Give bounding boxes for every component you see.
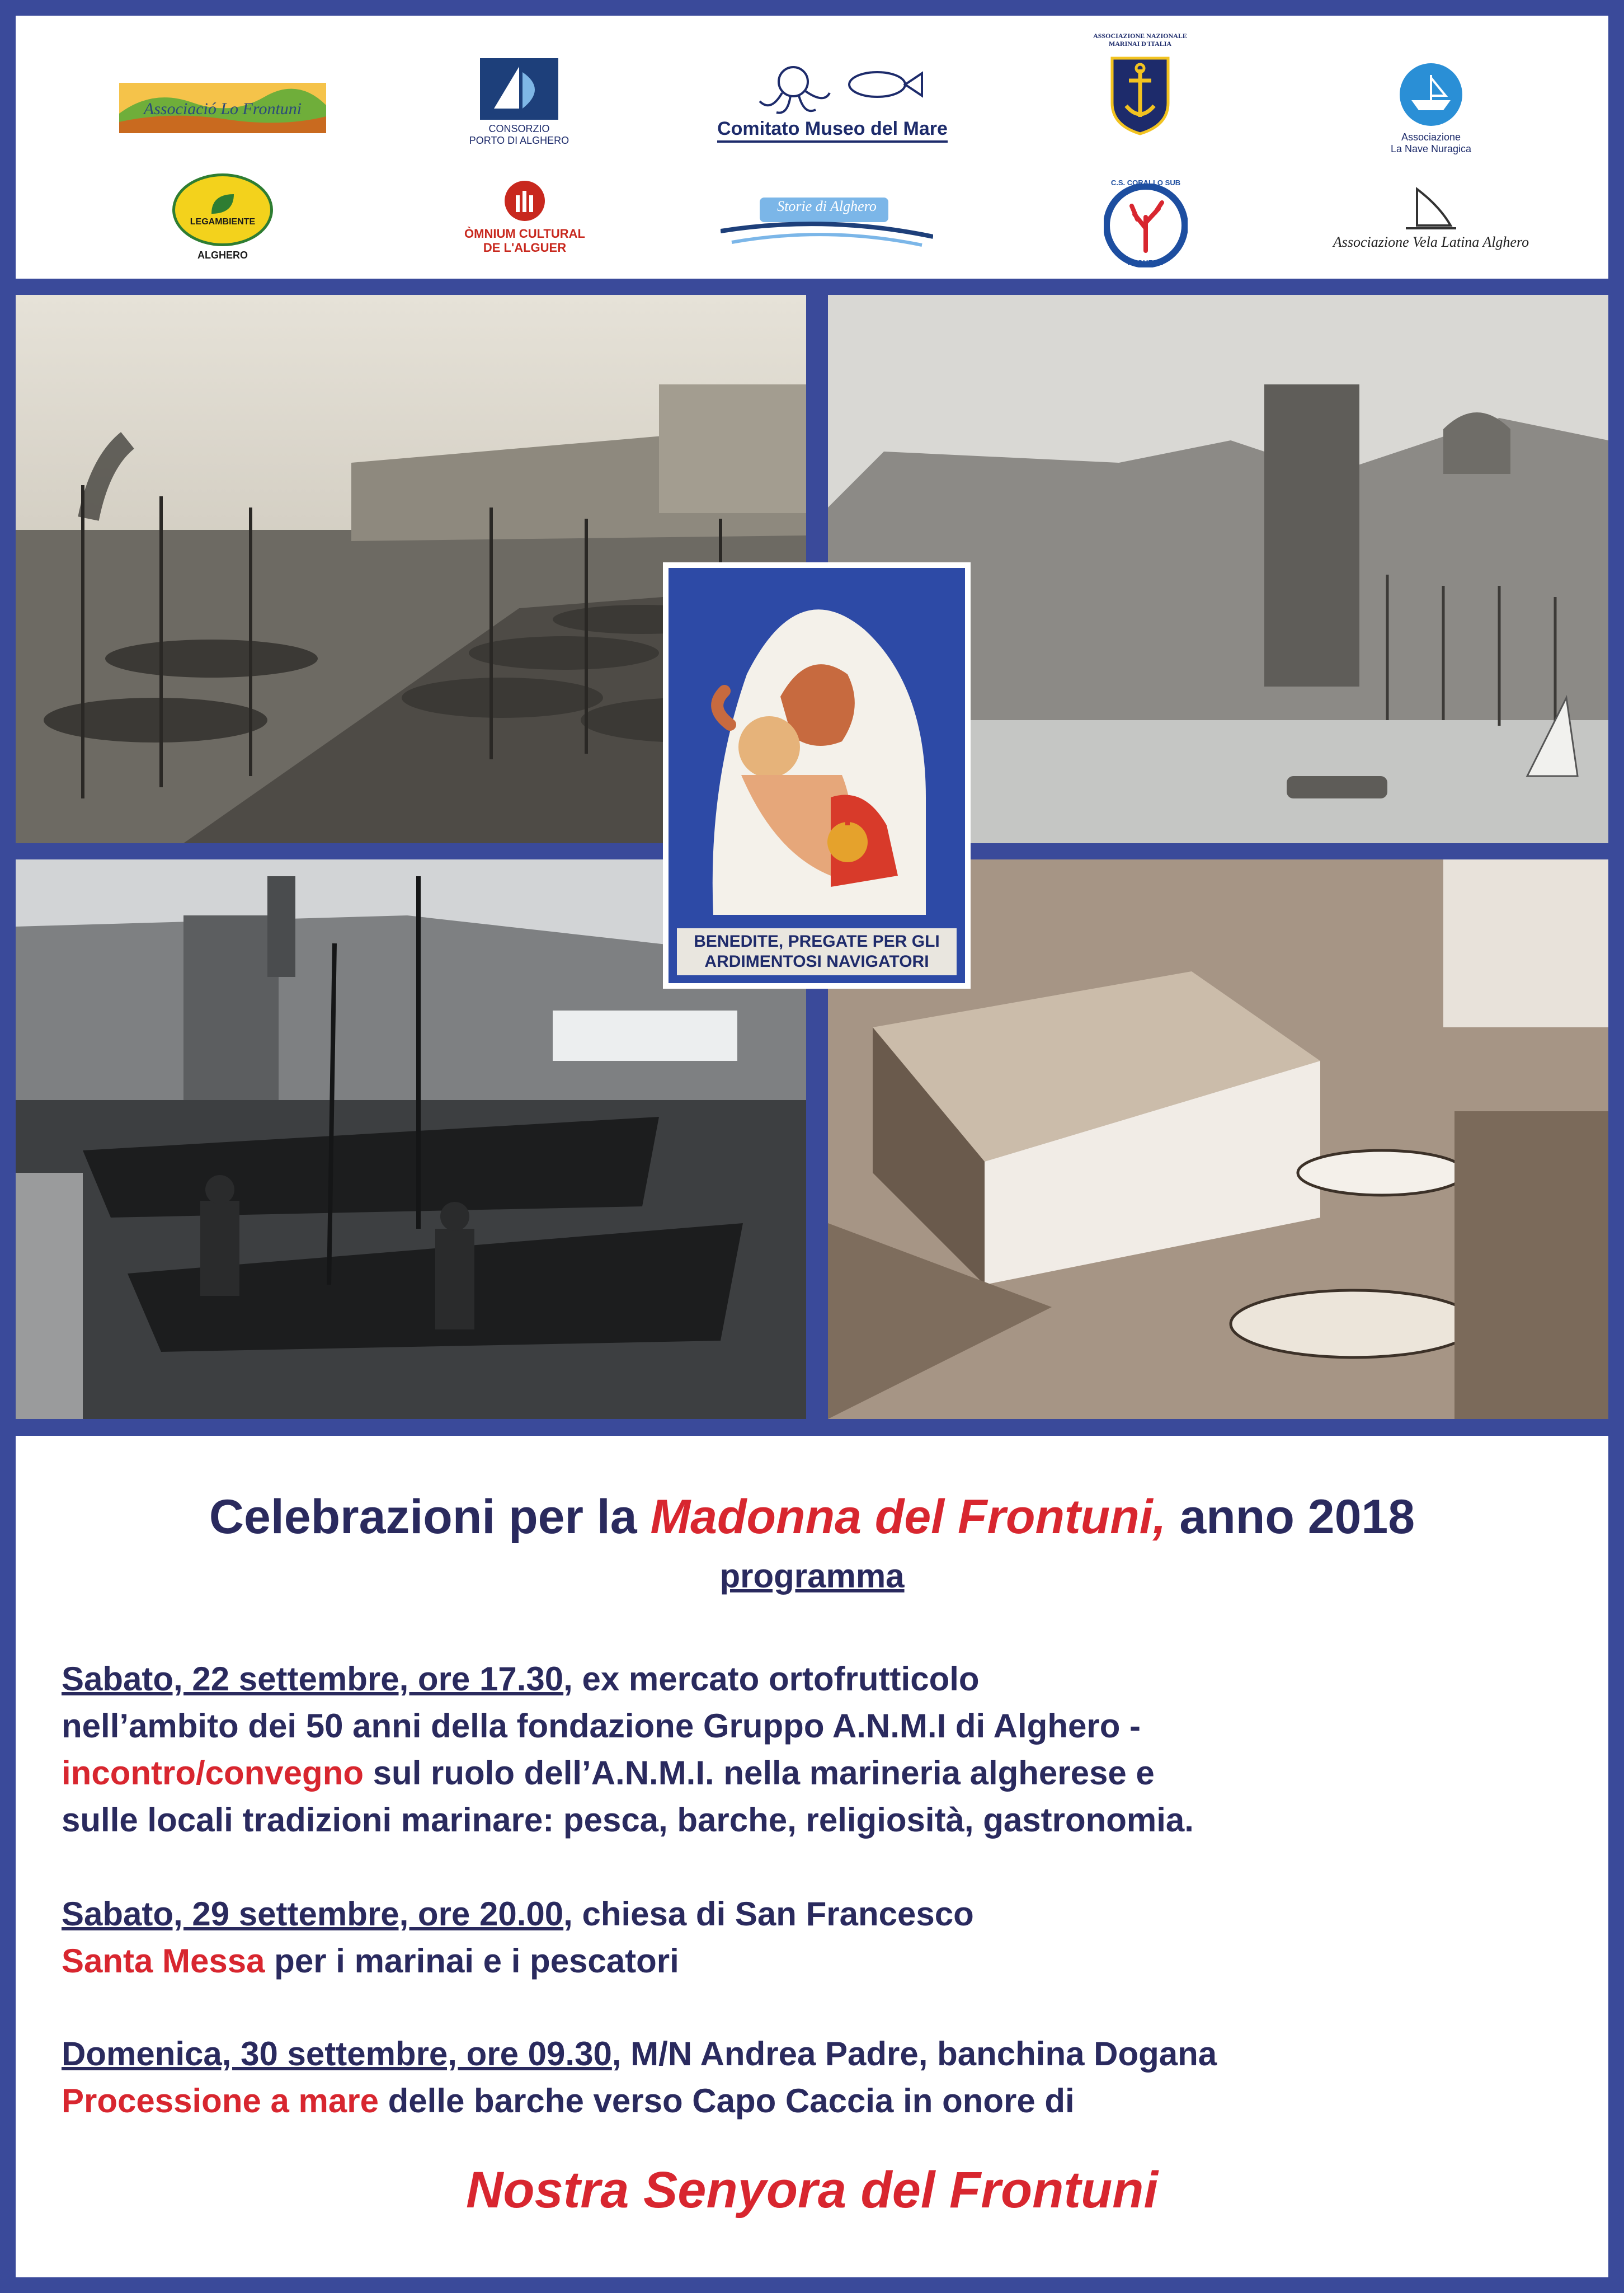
event-3-date-line — [62, 2034, 1217, 2073]
legambiente-logo — [150, 167, 295, 267]
title-suffix: anno 2018 — [1166, 1490, 1415, 1544]
sail-icon — [1400, 184, 1462, 234]
subtitle-text: programma — [719, 1557, 905, 1595]
corallo-city: ALGHERO — [1127, 259, 1164, 267]
anchor-shield-icon — [1107, 53, 1174, 137]
program-panel — [16, 1436, 1608, 2277]
ship-icon — [1397, 61, 1465, 128]
vela-text: Associazione Vela Latina Alghero — [1333, 234, 1529, 250]
event-3-line-2 — [62, 2081, 1075, 2120]
lo-frontuni-logo — [111, 77, 335, 139]
event-3-place: , M/N Andrea Padre, banchina Dogana — [611, 2035, 1217, 2073]
consorzio-logo — [452, 55, 586, 150]
icon-caption — [677, 928, 957, 975]
event-1-place: , ex mercato ortofrutticolo — [563, 1660, 980, 1698]
omnium-text: ÒMNIUM CULTURAL DE L'ALGUER — [464, 226, 585, 255]
omnium-tower-icon — [503, 180, 546, 222]
storie-logo — [709, 184, 944, 262]
legambiente-badge — [172, 173, 273, 246]
lo-frontuni-text: Associació Lo Frontuni — [143, 100, 302, 118]
nave-text: Associazione La Nave Nuragica — [1390, 131, 1472, 154]
anmi-logo — [1067, 32, 1213, 178]
corallo-sub-logo — [1095, 178, 1196, 273]
coral-icon — [1104, 184, 1188, 267]
icon-caption-line-2: ARDIMENTOSI NAVIGATORI — [704, 952, 929, 971]
event-1-line-2: nell’ambito dei 50 anni della fondazione Gruppo A.N.M.I di Alghero - — [62, 1707, 1141, 1745]
sponsor-logos-panel — [16, 16, 1608, 279]
event-3-date: Domenica, 30 settembre, ore 09.30 — [62, 2035, 612, 2073]
event-3-rest: delle barche verso Capo Caccia in onore di — [378, 2082, 1075, 2120]
consorzio-text: CONSORZIO PORTO DI ALGHERO — [469, 123, 569, 146]
museo-text: Comitato Museo del Mare — [717, 118, 948, 142]
event-2-highlight: Santa Messa — [62, 1942, 265, 1980]
finale-title: Nostra Senyora del Frontuni — [465, 2162, 1159, 2219]
octopus-fish-icon — [732, 62, 933, 118]
legambiente-text: LEGAMBIENTE — [190, 217, 256, 227]
event-3-highlight: Processione a mare — [62, 2082, 379, 2120]
event-2-date-line — [62, 1895, 974, 1933]
madonna-painting-icon — [663, 562, 971, 920]
event-1-highlight: incontro/convegno — [62, 1754, 364, 1792]
event-1-line-4: sulle locali tradizioni marinare: pesca, barche, religiosità, gastronomia. — [62, 1801, 1194, 1839]
program-subtitle — [16, 1557, 1608, 1595]
event-2-place: , chiesa di San Francesco — [563, 1895, 974, 1933]
vela-latina-logo — [1319, 167, 1543, 267]
page-title — [16, 1489, 1608, 1545]
consorzio-sail-icon — [480, 58, 558, 120]
icon-caption-plate — [669, 920, 965, 983]
leaf-icon — [209, 191, 237, 217]
event-2-rest: per i marinai e i pescatori — [265, 1942, 679, 1980]
event-1-date-line — [62, 1660, 980, 1698]
title-highlight: Madonna del Frontuni, — [650, 1490, 1166, 1544]
event-1-line-3 — [62, 1754, 1155, 1792]
madonna-icon-panel — [663, 562, 971, 989]
event-1-line-3-rest: sul ruolo dell’A.N.M.I. nella marineria algherese e — [364, 1754, 1155, 1792]
nave-nuragica-logo — [1353, 55, 1509, 161]
title-prefix: Celebrazioni per la — [209, 1490, 651, 1544]
omnium-logo — [446, 167, 603, 267]
museo-logo — [698, 49, 967, 156]
event-2-date: Sabato, 29 settembre, ore 20.00 — [62, 1895, 564, 1933]
anmi-text: ASSOCIAZIONE NAZIONALE MARINAI D'ITALIA — [1093, 32, 1187, 48]
event-1-date: Sabato, 22 settembre, ore 17.30 — [62, 1660, 564, 1698]
event-2-line-2 — [62, 1942, 679, 1980]
legambiente-city: ALGHERO — [197, 249, 248, 261]
corallo-text: C.S. CORALLO SUB — [1110, 178, 1181, 187]
storie-text: Storie di Alghero — [777, 198, 877, 214]
icon-caption-line-1: BENEDITE, PREGATE PER GLI — [694, 932, 940, 951]
